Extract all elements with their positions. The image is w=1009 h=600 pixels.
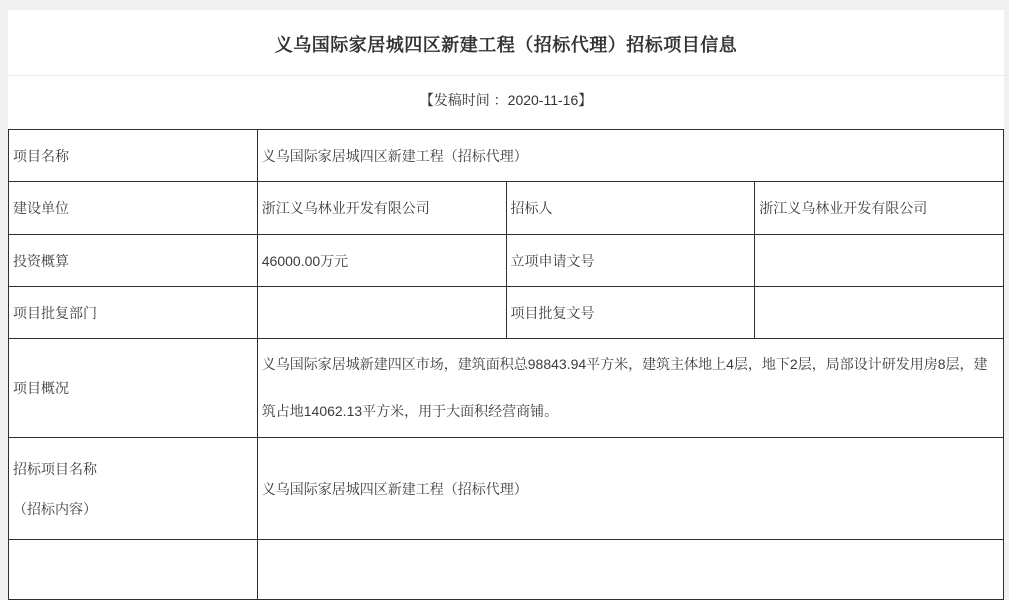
construction-unit-value: 浙江义乌林业开发有限公司 [257, 182, 506, 235]
project-approval-no-value [755, 287, 1004, 339]
table-row-project-name [9, 130, 1004, 182]
project-application-no-value [755, 235, 1004, 287]
tender-info-table [8, 129, 1004, 600]
publish-time: 【发稿时间 ：2020-11-16】 [419, 92, 593, 108]
table-row-approval [9, 287, 1004, 339]
table-row-project-overview [9, 339, 1004, 438]
tender-project-name-label [9, 438, 258, 540]
table-row-construction-unit [9, 182, 1004, 235]
project-approval-dept-label: 项目批复部门 [9, 287, 258, 339]
tender-project-name-label-line1: 招标项目名称 [13, 460, 97, 477]
next-row-label [9, 540, 258, 600]
investment-estimate-label: 投资概算 [9, 235, 258, 287]
project-approval-no-label: 项目批复文号 [506, 287, 755, 339]
article-panel [8, 10, 1004, 600]
project-name-label: 项目名称 [9, 130, 258, 182]
construction-unit-label: 建设单位 [9, 182, 258, 235]
investment-estimate-value: 46000.00万元 [257, 235, 506, 287]
tender-project-name-label-line2: （招标内容） [13, 500, 97, 517]
next-row-value [257, 540, 1003, 600]
project-application-no-label: 立项申请文号 [506, 235, 755, 287]
table-row-investment [9, 235, 1004, 287]
project-name-value: 义乌国际家居城四区新建工程（招标代理） [257, 130, 1003, 182]
table-row-next-partial [9, 540, 1004, 600]
tender-project-name-value: 义乌国际家居城四区新建工程（招标代理） [257, 438, 1003, 540]
project-approval-dept-value [257, 287, 506, 339]
project-overview-value: 义乌国际家居城新建四区市场，建筑面积总98843.94平方米，建筑主体地上4层，地下2层，局部设计研发用房8层，建筑占地14062.13平方米，用于大面积经营商铺。 [257, 339, 1003, 438]
page-title: 义乌国际家居城四区新建工程（招标代理）招标项目信息 [274, 35, 738, 55]
tenderer-label: 招标人 [506, 182, 755, 235]
project-overview-label: 项目概况 [9, 339, 258, 438]
tenderer-value: 浙江义乌林业开发有限公司 [755, 182, 1004, 235]
table-row-tender-project-name [9, 438, 1004, 540]
